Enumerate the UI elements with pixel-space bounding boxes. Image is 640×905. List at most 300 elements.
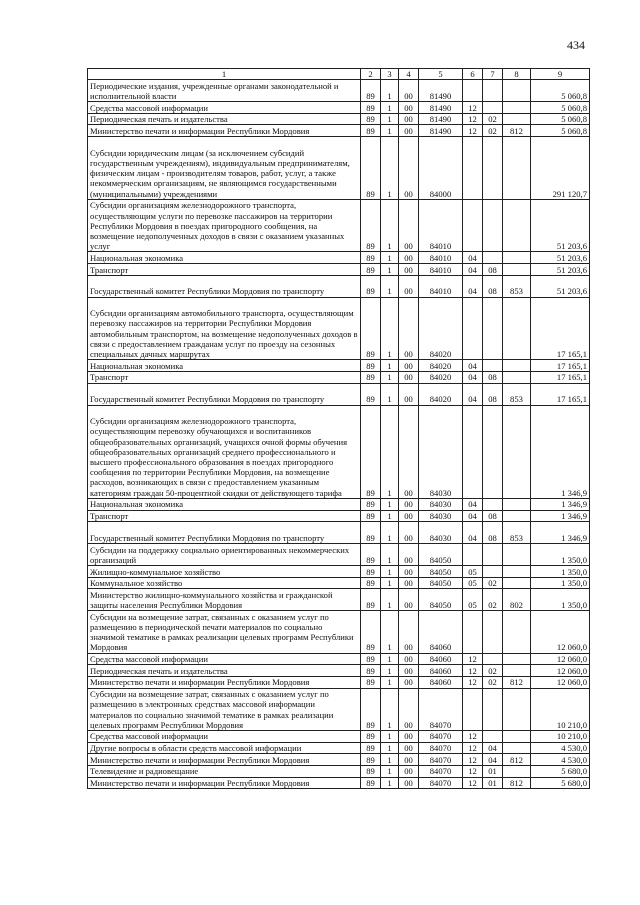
row-amount: 5 060,8 xyxy=(531,102,590,114)
code-2: 89 xyxy=(361,688,381,730)
row-name: Министерство печати и информации Республики Мордовия xyxy=(88,754,361,766)
row-amount: 5 680,0 xyxy=(531,766,590,778)
code-3: 1 xyxy=(381,297,399,360)
code-2: 89 xyxy=(361,522,381,544)
code-2: 89 xyxy=(361,544,381,566)
code-7 xyxy=(483,688,503,730)
row-amount: 12 060,0 xyxy=(531,676,590,688)
code-5: 84030 xyxy=(419,522,463,544)
code-5: 84070 xyxy=(419,777,463,789)
table-row xyxy=(88,510,590,522)
column-header: 1 xyxy=(88,69,361,80)
code-3: 1 xyxy=(381,102,399,114)
code-6: 04 xyxy=(463,264,483,276)
code-5: 84060 xyxy=(419,611,463,653)
code-6: 12 xyxy=(463,730,483,742)
code-7 xyxy=(483,653,503,665)
code-2: 89 xyxy=(361,742,381,754)
table-row xyxy=(88,80,590,102)
code-7 xyxy=(483,730,503,742)
row-name: Субсидии организациям железнодорожного транспорта, осуществляющим услуги по перевозке пассажиров на территории Республики Мордовия в поездах пригородного сообщения, на возмещение недополученных доходов в связи с оказанием указанных услуг xyxy=(88,199,361,252)
code-8: 812 xyxy=(503,777,531,789)
row-amount: 4 530,0 xyxy=(531,742,590,754)
code-3: 1 xyxy=(381,544,399,566)
row-name: Субсидии юридическим лицам (за исключением субсидий государственным учреждениям), индивидуальным предпринимателям, физическим лицам - производителям товаров, работ, услуг, а также некоммерческим организациям, не являющимся государственными (муниципальными) учреждениями xyxy=(88,137,361,200)
table-row xyxy=(88,653,590,665)
code-3: 1 xyxy=(381,264,399,276)
code-6: 12 xyxy=(463,665,483,677)
table-row xyxy=(88,566,590,578)
code-2: 89 xyxy=(361,383,381,405)
row-name: Министерство печати и информации Республики Мордовия xyxy=(88,125,361,137)
code-3: 1 xyxy=(381,360,399,372)
code-7: 02 xyxy=(483,676,503,688)
code-2: 89 xyxy=(361,665,381,677)
code-4: 00 xyxy=(399,498,419,510)
table-row xyxy=(88,730,590,742)
code-5: 84010 xyxy=(419,252,463,264)
budget-table xyxy=(87,68,590,789)
row-name: Средства массовой информации xyxy=(88,102,361,114)
header-row xyxy=(88,69,590,80)
code-8: 853 xyxy=(503,522,531,544)
code-6: 12 xyxy=(463,676,483,688)
code-7: 08 xyxy=(483,383,503,405)
code-5: 84020 xyxy=(419,360,463,372)
table-row xyxy=(88,383,590,405)
code-8 xyxy=(503,80,531,102)
table-row xyxy=(88,275,590,297)
code-7 xyxy=(483,498,503,510)
code-3: 1 xyxy=(381,676,399,688)
code-3: 1 xyxy=(381,113,399,125)
row-amount: 12 060,0 xyxy=(531,665,590,677)
table-row xyxy=(88,102,590,114)
code-3: 1 xyxy=(381,522,399,544)
table-row xyxy=(88,252,590,264)
table-row xyxy=(88,405,590,498)
code-8 xyxy=(503,137,531,200)
code-5: 84030 xyxy=(419,498,463,510)
code-4: 00 xyxy=(399,510,419,522)
code-6: 12 xyxy=(463,766,483,778)
code-2: 89 xyxy=(361,102,381,114)
code-6: 04 xyxy=(463,498,483,510)
code-2: 89 xyxy=(361,653,381,665)
code-5: 84010 xyxy=(419,275,463,297)
code-4: 00 xyxy=(399,125,419,137)
row-name: Субсидии на возмещение затрат, связанных с оказанием услуг по размещению в электронных средствах массовой информации материалов по социально значимой тематике в рамках реализации целевых программ Республики Мордовия xyxy=(88,688,361,730)
code-8 xyxy=(503,544,531,566)
code-6: 12 xyxy=(463,653,483,665)
row-name: Периодическая печать и издательства xyxy=(88,665,361,677)
column-header: 4 xyxy=(399,69,419,80)
row-name: Субсидии на возмещение затрат, связанных с оказанием услуг по размещению в периодической печати материалов по социально значимой тематике в рамках реализации целевых программ Республики Мордовия xyxy=(88,611,361,653)
code-2: 89 xyxy=(361,611,381,653)
code-4: 00 xyxy=(399,611,419,653)
row-amount: 1 346,9 xyxy=(531,510,590,522)
table-row xyxy=(88,498,590,510)
row-name: Национальная экономика xyxy=(88,252,361,264)
code-5: 84070 xyxy=(419,742,463,754)
code-4: 00 xyxy=(399,777,419,789)
row-amount: 1 346,9 xyxy=(531,498,590,510)
code-7: 02 xyxy=(483,125,503,137)
code-8 xyxy=(503,405,531,498)
row-amount: 10 210,0 xyxy=(531,730,590,742)
row-amount: 1 346,9 xyxy=(531,522,590,544)
column-header: 2 xyxy=(361,69,381,80)
code-8 xyxy=(503,730,531,742)
code-5: 84020 xyxy=(419,297,463,360)
row-name: Транспорт xyxy=(88,371,361,383)
table-row xyxy=(88,589,590,611)
code-2: 89 xyxy=(361,676,381,688)
table-row xyxy=(88,742,590,754)
table-row xyxy=(88,688,590,730)
code-5: 84050 xyxy=(419,589,463,611)
row-name: Периодическая печать и издательства xyxy=(88,113,361,125)
code-8 xyxy=(503,665,531,677)
row-name: Государственный комитет Республики Мордовия по транспорту xyxy=(88,383,361,405)
row-amount: 17 165,1 xyxy=(531,360,590,372)
code-4: 00 xyxy=(399,80,419,102)
code-8 xyxy=(503,498,531,510)
code-5: 84000 xyxy=(419,137,463,200)
code-2: 89 xyxy=(361,371,381,383)
row-amount: 5 680,0 xyxy=(531,777,590,789)
code-7 xyxy=(483,252,503,264)
code-4: 00 xyxy=(399,754,419,766)
code-8 xyxy=(503,360,531,372)
code-4: 00 xyxy=(399,264,419,276)
code-7 xyxy=(483,544,503,566)
code-4: 00 xyxy=(399,589,419,611)
code-3: 1 xyxy=(381,275,399,297)
code-6: 12 xyxy=(463,742,483,754)
row-name: Телевидение и радиовещание xyxy=(88,766,361,778)
code-7: 02 xyxy=(483,665,503,677)
code-4: 00 xyxy=(399,199,419,252)
column-header: 8 xyxy=(503,69,531,80)
page-number: 434 xyxy=(567,38,585,52)
row-amount: 1 350,0 xyxy=(531,544,590,566)
code-2: 89 xyxy=(361,766,381,778)
column-header: 5 xyxy=(419,69,463,80)
table-row xyxy=(88,522,590,544)
row-amount: 17 165,1 xyxy=(531,383,590,405)
code-6 xyxy=(463,199,483,252)
row-amount: 51 203,6 xyxy=(531,252,590,264)
code-4: 00 xyxy=(399,113,419,125)
row-name: Государственный комитет Республики Мордовия по транспорту xyxy=(88,522,361,544)
code-4: 00 xyxy=(399,252,419,264)
code-7: 08 xyxy=(483,510,503,522)
code-7: 04 xyxy=(483,742,503,754)
code-5: 84050 xyxy=(419,544,463,566)
code-6 xyxy=(463,137,483,200)
code-7 xyxy=(483,102,503,114)
code-2: 89 xyxy=(361,264,381,276)
code-5: 81490 xyxy=(419,113,463,125)
code-7 xyxy=(483,360,503,372)
code-4: 00 xyxy=(399,742,419,754)
row-amount: 4 530,0 xyxy=(531,754,590,766)
code-8 xyxy=(503,742,531,754)
code-6: 12 xyxy=(463,754,483,766)
table-row xyxy=(88,297,590,360)
code-5: 84070 xyxy=(419,754,463,766)
code-3: 1 xyxy=(381,252,399,264)
table-row xyxy=(88,577,590,589)
code-7 xyxy=(483,80,503,102)
code-3: 1 xyxy=(381,611,399,653)
row-name: Национальная экономика xyxy=(88,498,361,510)
code-5: 84020 xyxy=(419,371,463,383)
code-6: 04 xyxy=(463,383,483,405)
row-amount: 10 210,0 xyxy=(531,688,590,730)
code-8 xyxy=(503,297,531,360)
table-row xyxy=(88,264,590,276)
code-7: 04 xyxy=(483,754,503,766)
code-7: 08 xyxy=(483,371,503,383)
row-name: Государственный комитет Республики Мордовия по транспорту xyxy=(88,275,361,297)
code-5: 84060 xyxy=(419,665,463,677)
row-name: Министерство печати и информации Республики Мордовия xyxy=(88,777,361,789)
code-8: 853 xyxy=(503,275,531,297)
code-5: 84010 xyxy=(419,199,463,252)
row-amount: 5 060,8 xyxy=(531,125,590,137)
code-3: 1 xyxy=(381,199,399,252)
code-6 xyxy=(463,297,483,360)
table-row xyxy=(88,544,590,566)
code-8: 853 xyxy=(503,383,531,405)
row-name: Национальная экономика xyxy=(88,360,361,372)
code-6 xyxy=(463,80,483,102)
code-8: 812 xyxy=(503,676,531,688)
code-4: 00 xyxy=(399,665,419,677)
code-7: 02 xyxy=(483,589,503,611)
code-6: 04 xyxy=(463,510,483,522)
table-row xyxy=(88,199,590,252)
code-7 xyxy=(483,405,503,498)
code-3: 1 xyxy=(381,577,399,589)
code-3: 1 xyxy=(381,80,399,102)
row-amount: 51 203,6 xyxy=(531,199,590,252)
row-name: Средства массовой информации xyxy=(88,653,361,665)
row-name: Средства массовой информации xyxy=(88,730,361,742)
code-6: 12 xyxy=(463,777,483,789)
code-3: 1 xyxy=(381,510,399,522)
code-8 xyxy=(503,766,531,778)
table-row xyxy=(88,371,590,383)
code-4: 00 xyxy=(399,297,419,360)
code-3: 1 xyxy=(381,754,399,766)
row-amount: 5 060,8 xyxy=(531,113,590,125)
row-amount: 51 203,6 xyxy=(531,264,590,276)
code-8 xyxy=(503,199,531,252)
code-7: 01 xyxy=(483,777,503,789)
code-2: 89 xyxy=(361,510,381,522)
row-amount: 291 120,7 xyxy=(531,137,590,200)
code-3: 1 xyxy=(381,498,399,510)
code-2: 89 xyxy=(361,275,381,297)
code-3: 1 xyxy=(381,125,399,137)
code-7 xyxy=(483,566,503,578)
code-3: 1 xyxy=(381,766,399,778)
code-8 xyxy=(503,688,531,730)
code-7 xyxy=(483,297,503,360)
code-4: 00 xyxy=(399,566,419,578)
code-6: 12 xyxy=(463,113,483,125)
code-8: 812 xyxy=(503,754,531,766)
row-name: Транспорт xyxy=(88,264,361,276)
code-4: 00 xyxy=(399,371,419,383)
code-8 xyxy=(503,611,531,653)
code-2: 89 xyxy=(361,113,381,125)
code-6: 05 xyxy=(463,577,483,589)
code-5: 84070 xyxy=(419,688,463,730)
code-4: 00 xyxy=(399,102,419,114)
code-8 xyxy=(503,264,531,276)
code-4: 00 xyxy=(399,653,419,665)
row-name: Министерство жилищно-коммунального хозяйства и гражданской защиты населения Республики Мордовия xyxy=(88,589,361,611)
row-name: Субсидии организациям автомобильного транспорта, осуществляющим перевозку пассажиров на территории Республики Мордовия автомобильным транспортом, на возмещение недополученных доходов в связи с предоставлением гражданам услуг по проезду на сезонных специальных дачных маршрутах xyxy=(88,297,361,360)
budget-table-body xyxy=(88,69,590,789)
code-3: 1 xyxy=(381,742,399,754)
code-2: 89 xyxy=(361,498,381,510)
row-amount: 1 350,0 xyxy=(531,589,590,611)
code-6: 04 xyxy=(463,275,483,297)
row-amount: 17 165,1 xyxy=(531,297,590,360)
code-8 xyxy=(503,577,531,589)
code-6: 04 xyxy=(463,360,483,372)
code-8 xyxy=(503,252,531,264)
code-2: 89 xyxy=(361,297,381,360)
code-6: 04 xyxy=(463,252,483,264)
column-header: 7 xyxy=(483,69,503,80)
code-2: 89 xyxy=(361,754,381,766)
row-amount: 17 165,1 xyxy=(531,371,590,383)
code-8: 812 xyxy=(503,125,531,137)
table-row xyxy=(88,754,590,766)
table-row xyxy=(88,777,590,789)
code-2: 89 xyxy=(361,777,381,789)
code-2: 89 xyxy=(361,405,381,498)
code-2: 89 xyxy=(361,360,381,372)
code-6 xyxy=(463,544,483,566)
row-name: Периодические издания, учрежденные органами законодательной и исполнительной власти xyxy=(88,80,361,102)
code-5: 84030 xyxy=(419,510,463,522)
code-4: 00 xyxy=(399,676,419,688)
row-amount: 1 350,0 xyxy=(531,577,590,589)
code-5: 84050 xyxy=(419,566,463,578)
table-row xyxy=(88,676,590,688)
code-4: 00 xyxy=(399,360,419,372)
code-6: 12 xyxy=(463,125,483,137)
code-8: 802 xyxy=(503,589,531,611)
code-4: 00 xyxy=(399,405,419,498)
code-5: 81490 xyxy=(419,125,463,137)
table-row xyxy=(88,766,590,778)
code-7: 02 xyxy=(483,113,503,125)
table-row xyxy=(88,137,590,200)
row-amount: 12 060,0 xyxy=(531,653,590,665)
row-amount: 5 060,8 xyxy=(531,80,590,102)
code-7 xyxy=(483,199,503,252)
code-4: 00 xyxy=(399,766,419,778)
code-8 xyxy=(503,653,531,665)
table-row xyxy=(88,665,590,677)
code-5: 84070 xyxy=(419,766,463,778)
code-2: 89 xyxy=(361,137,381,200)
code-8 xyxy=(503,113,531,125)
code-5: 84060 xyxy=(419,676,463,688)
code-8 xyxy=(503,371,531,383)
column-header: 3 xyxy=(381,69,399,80)
column-header: 9 xyxy=(531,69,590,80)
code-4: 00 xyxy=(399,544,419,566)
code-7: 08 xyxy=(483,264,503,276)
code-4: 00 xyxy=(399,137,419,200)
code-2: 89 xyxy=(361,577,381,589)
code-3: 1 xyxy=(381,688,399,730)
code-3: 1 xyxy=(381,566,399,578)
row-amount: 12 060,0 xyxy=(531,611,590,653)
table-row xyxy=(88,611,590,653)
row-name: Другие вопросы в области средств массовой информации xyxy=(88,742,361,754)
row-amount: 51 203,6 xyxy=(531,275,590,297)
code-3: 1 xyxy=(381,371,399,383)
code-5: 84020 xyxy=(419,383,463,405)
code-4: 00 xyxy=(399,577,419,589)
column-header: 6 xyxy=(463,69,483,80)
code-6 xyxy=(463,688,483,730)
code-4: 00 xyxy=(399,688,419,730)
row-amount: 1 346,9 xyxy=(531,405,590,498)
row-name: Субсидии организациям железнодорожного транспорта, осуществляющим перевозку обучающихся и воспитанников общеобразовательных организаций, учащихся очной формы обучения общеобразовательных организаций среднего профессионального и высшего профессионального образования в поездах пригородного сообщения по территории Республики Мордовия, на возмещение расходов, возникающих в связи с предоставлением указанным категориям граждан 50-процентной скидки от действующего тарифа xyxy=(88,405,361,498)
code-3: 1 xyxy=(381,137,399,200)
code-5: 84060 xyxy=(419,653,463,665)
row-name: Жилищно-коммунальное хозяйство xyxy=(88,566,361,578)
code-3: 1 xyxy=(381,405,399,498)
code-6: 12 xyxy=(463,102,483,114)
code-7: 08 xyxy=(483,275,503,297)
code-2: 89 xyxy=(361,566,381,578)
code-7 xyxy=(483,137,503,200)
code-8 xyxy=(503,102,531,114)
code-6 xyxy=(463,405,483,498)
code-7: 02 xyxy=(483,577,503,589)
code-8 xyxy=(503,566,531,578)
code-6 xyxy=(463,611,483,653)
table-row xyxy=(88,360,590,372)
code-7: 08 xyxy=(483,522,503,544)
code-5: 81490 xyxy=(419,102,463,114)
code-2: 89 xyxy=(361,730,381,742)
code-4: 00 xyxy=(399,383,419,405)
code-5: 84070 xyxy=(419,730,463,742)
code-5: 84010 xyxy=(419,264,463,276)
code-5: 84050 xyxy=(419,577,463,589)
row-name: Коммунальное хозяйство xyxy=(88,577,361,589)
row-amount: 1 350,0 xyxy=(531,566,590,578)
row-name: Транспорт xyxy=(88,510,361,522)
code-2: 89 xyxy=(361,125,381,137)
code-4: 00 xyxy=(399,275,419,297)
code-3: 1 xyxy=(381,589,399,611)
code-3: 1 xyxy=(381,730,399,742)
